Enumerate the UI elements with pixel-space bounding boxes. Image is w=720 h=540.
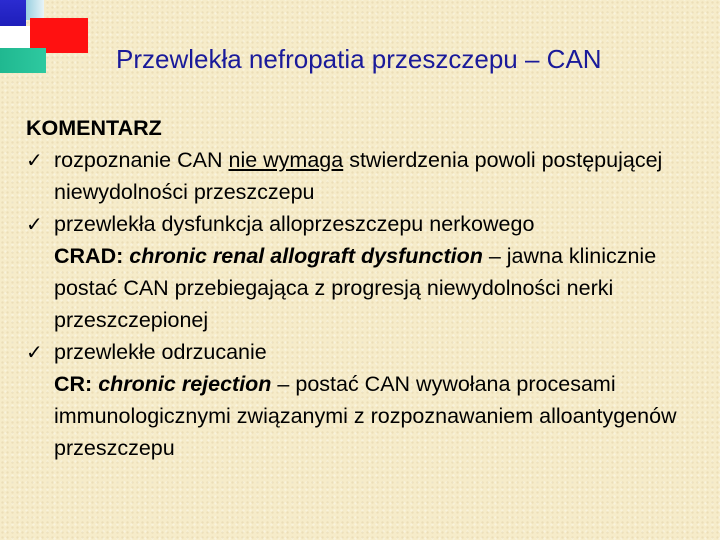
slide-body bbox=[26, 112, 696, 464]
bullet-item-diagnosis bbox=[26, 144, 696, 208]
bullet-text: rozpoznanie CAN nie wymaga stwierdzenia powoli postępującej niewydolności przeszczepu bbox=[54, 148, 663, 204]
section-heading: KOMENTARZ bbox=[26, 116, 162, 140]
slide-title: Przewlekła nefropatia przeszczepu – CAN bbox=[116, 44, 602, 74]
definition-abbreviation: CRAD: bbox=[54, 244, 124, 268]
bullet-item-crad bbox=[26, 208, 696, 336]
checkmark-icon: ✓ bbox=[26, 212, 43, 236]
bullet-text: przewlekła dysfunkcja alloprzeszczepu nerkowego bbox=[54, 212, 535, 236]
bullet-definition: CRAD: chronic renal allograft dysfunction – jawna klinicznie postać CAN przebiegająca z progresją niewydolności nerki przeszczepionej bbox=[54, 244, 657, 332]
decor-white-square bbox=[0, 26, 30, 48]
checkmark-icon: ✓ bbox=[26, 148, 43, 172]
definition-term: chronic renal allograft dysfunction bbox=[129, 244, 483, 268]
decor-green-square bbox=[0, 48, 46, 73]
bullet-definition: CR: chronic rejection – postać CAN wywołana procesami immunologicznymi związanymi z rozpoznawaniem alloantygenów przeszczepu bbox=[54, 372, 677, 460]
definition-term: chronic rejection bbox=[98, 372, 272, 396]
bullet-item-cr bbox=[26, 336, 696, 464]
checkmark-icon: ✓ bbox=[26, 340, 43, 364]
decor-light-square bbox=[26, 0, 44, 20]
definition-abbreviation: CR: bbox=[54, 372, 93, 396]
underlined-phrase: nie wymaga bbox=[228, 148, 344, 172]
bullet-text: przewlekłe odrzucanie bbox=[54, 340, 267, 364]
